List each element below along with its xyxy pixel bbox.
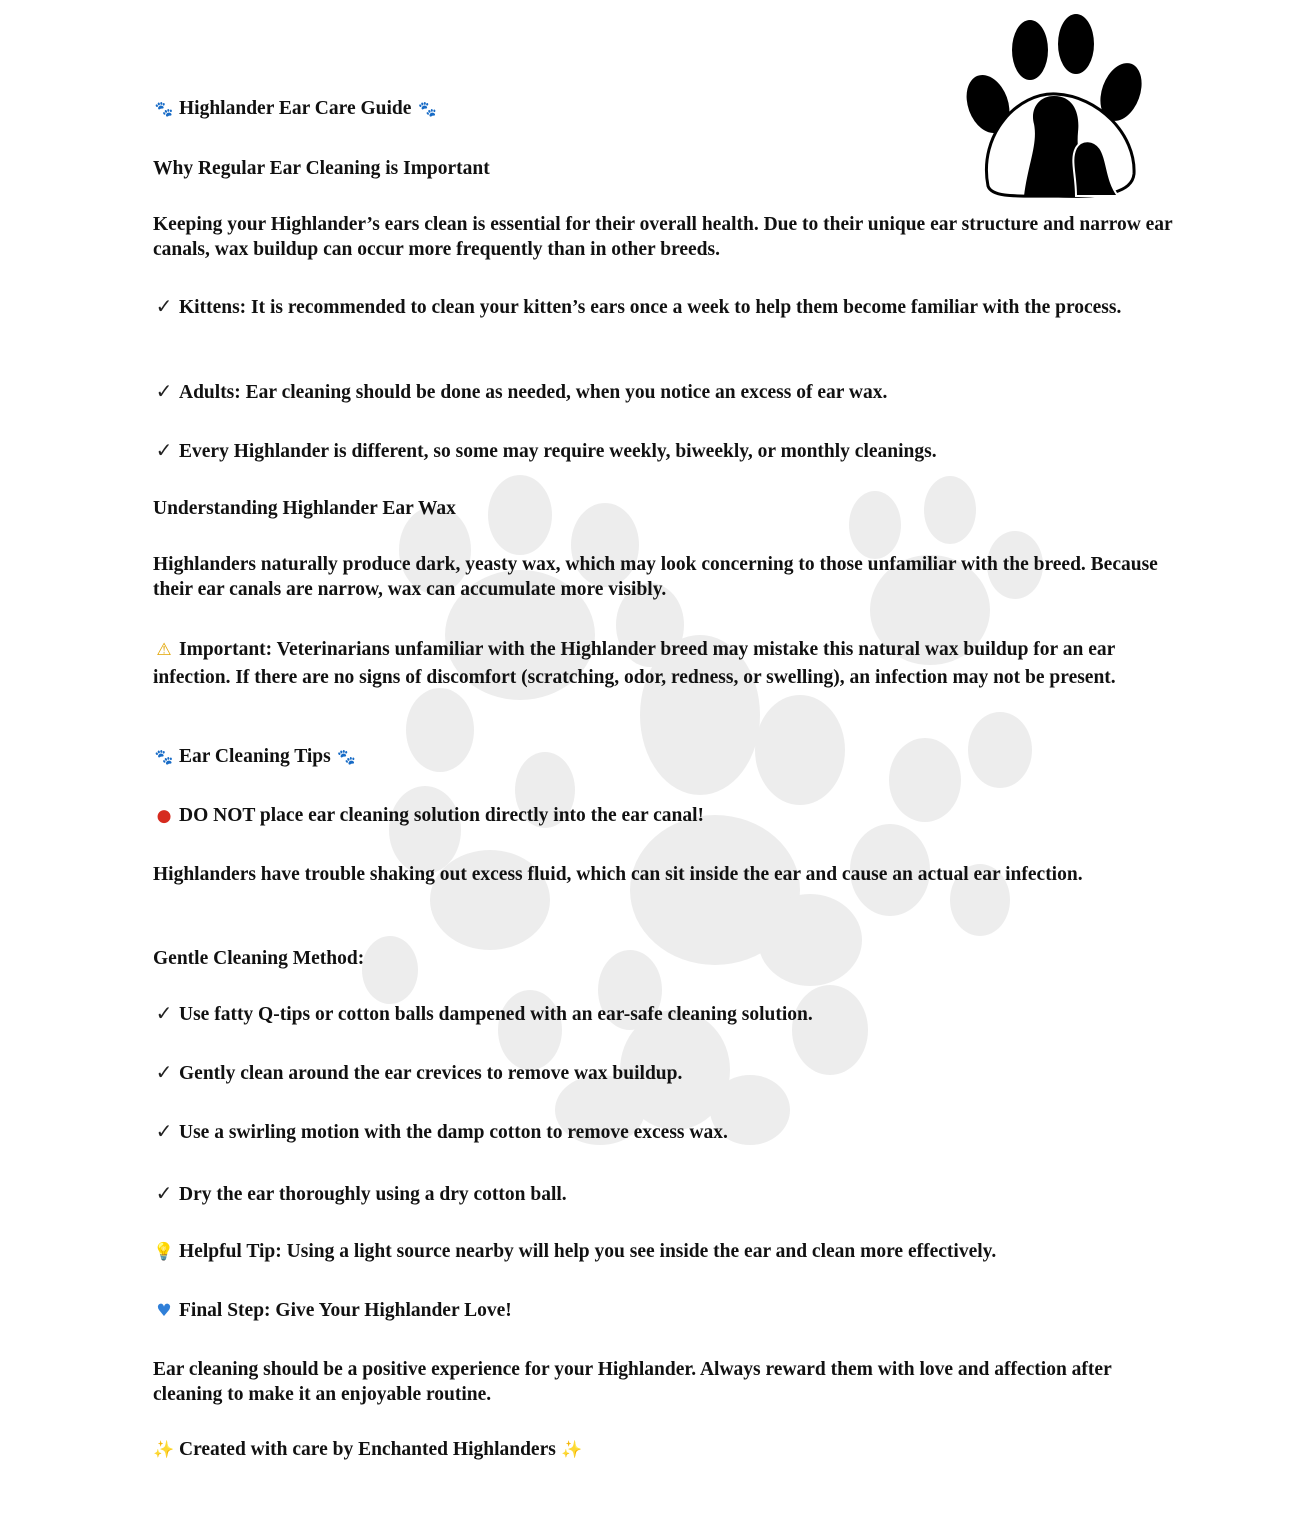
blue-heart-icon: ♥ <box>156 1301 172 1321</box>
important-text: Important: Veterinarians unfamiliar with the Highlander breed may mistake this natural wax buildup for an ear infection. If there are no signs of discomfort (scratching, odor, redness, or swelling), an infection may not be present. <box>153 639 1116 688</box>
warning-icon: ⚠ <box>156 640 172 660</box>
check-icon: ✓ <box>155 379 173 403</box>
step-1-text: Use fatty Q-tips or cotton balls dampened with an ear-safe cleaning solution. <box>179 1004 813 1025</box>
tips-heading <box>153 744 1183 770</box>
adults-text: Adults: Ear cleaning should be done as needed, when you notice an excess of ear wax. <box>179 382 888 403</box>
check-icon: ✓ <box>155 1060 173 1084</box>
check-icon: ✓ <box>155 1181 173 1205</box>
light-bulb-icon: 💡 <box>153 1242 175 1262</box>
paw-prints-icon: 🐾 <box>417 100 437 118</box>
helpful-text: Helpful Tip: Using a light source nearby will help you see inside the ear and clean more effectively. <box>179 1241 997 1262</box>
check-icon: ✓ <box>155 1001 173 1025</box>
step-2-text: Gently clean around the ear crevices to remove wax buildup. <box>179 1063 683 1084</box>
tips-heading-text: Ear Cleaning Tips <box>179 746 331 767</box>
why-heading: Why Regular Ear Cleaning is Important <box>153 158 490 179</box>
sparkles-icon: ✨ <box>561 1440 583 1460</box>
check-icon: ✓ <box>155 294 173 318</box>
check-icon: ✓ <box>155 438 173 462</box>
method-heading: Gentle Cleaning Method: <box>153 948 365 969</box>
step-2 <box>153 1060 1183 1086</box>
final-paragraph: Ear cleaning should be a positive experience for your Highlander. Always reward them with love and affection after cleaning to make it an enjoyable routine. <box>153 1359 1112 1405</box>
step-4 <box>153 1181 1183 1207</box>
document-title <box>153 96 1183 122</box>
step-1 <box>153 1001 1183 1027</box>
step-3-text: Use a swirling motion with the damp cotton to remove excess wax. <box>179 1122 728 1143</box>
kittens-item <box>153 292 1183 322</box>
final-step <box>153 1298 1183 1324</box>
step-4-text: Dry the ear thoroughly using a dry cotton ball. <box>179 1184 567 1205</box>
step-3 <box>153 1119 1183 1145</box>
final-text: Final Step: Give Your Highlander Love! <box>179 1300 512 1321</box>
red-circle-icon: ● <box>156 806 172 826</box>
paw-prints-icon: 🐾 <box>154 748 174 766</box>
sparkles-icon: ✨ <box>153 1440 175 1460</box>
important-item <box>153 636 1183 691</box>
check-icon: ✓ <box>155 1119 173 1143</box>
adults-item <box>153 379 1183 405</box>
do-not-item <box>153 803 1183 829</box>
helpful-tip <box>153 1239 1183 1265</box>
wax-paragraph: Highlanders naturally produce dark, yeasty wax, which may look concerning to those unfamiliar with the breed. Because their ear canals are narrow, wax can accumulate more visibly. <box>153 554 1158 600</box>
do-not-text: DO NOT place ear cleaning solution directly into the ear canal! <box>179 805 705 826</box>
kittens-text: Kittens: It is recommended to clean your kitten’s ears once a week to help them become familiar with the process. <box>179 297 1122 318</box>
credit-line <box>153 1437 1183 1463</box>
title-text: Highlander Ear Care Guide <box>179 98 412 119</box>
wax-heading: Understanding Highlander Ear Wax <box>153 498 456 519</box>
paw-prints-icon: 🐾 <box>154 100 174 118</box>
why-paragraph: Keeping your Highlander’s ears clean is essential for their overall health. Due to their unique ear structure and narrow ear canals, wax buildup can occur more frequently than in other breeds. <box>153 214 1173 260</box>
paw-prints-icon: 🐾 <box>337 748 356 766</box>
every-item <box>153 438 1183 464</box>
credit-text: Created with care by Enchanted Highlanders <box>179 1439 556 1460</box>
every-text: Every Highlander is different, so some may require weekly, biweekly, or monthly cleanings. <box>179 441 937 462</box>
trouble-paragraph: Highlanders have trouble shaking out excess fluid, which can sit inside the ear and cause an actual ear infection. <box>153 864 1083 885</box>
